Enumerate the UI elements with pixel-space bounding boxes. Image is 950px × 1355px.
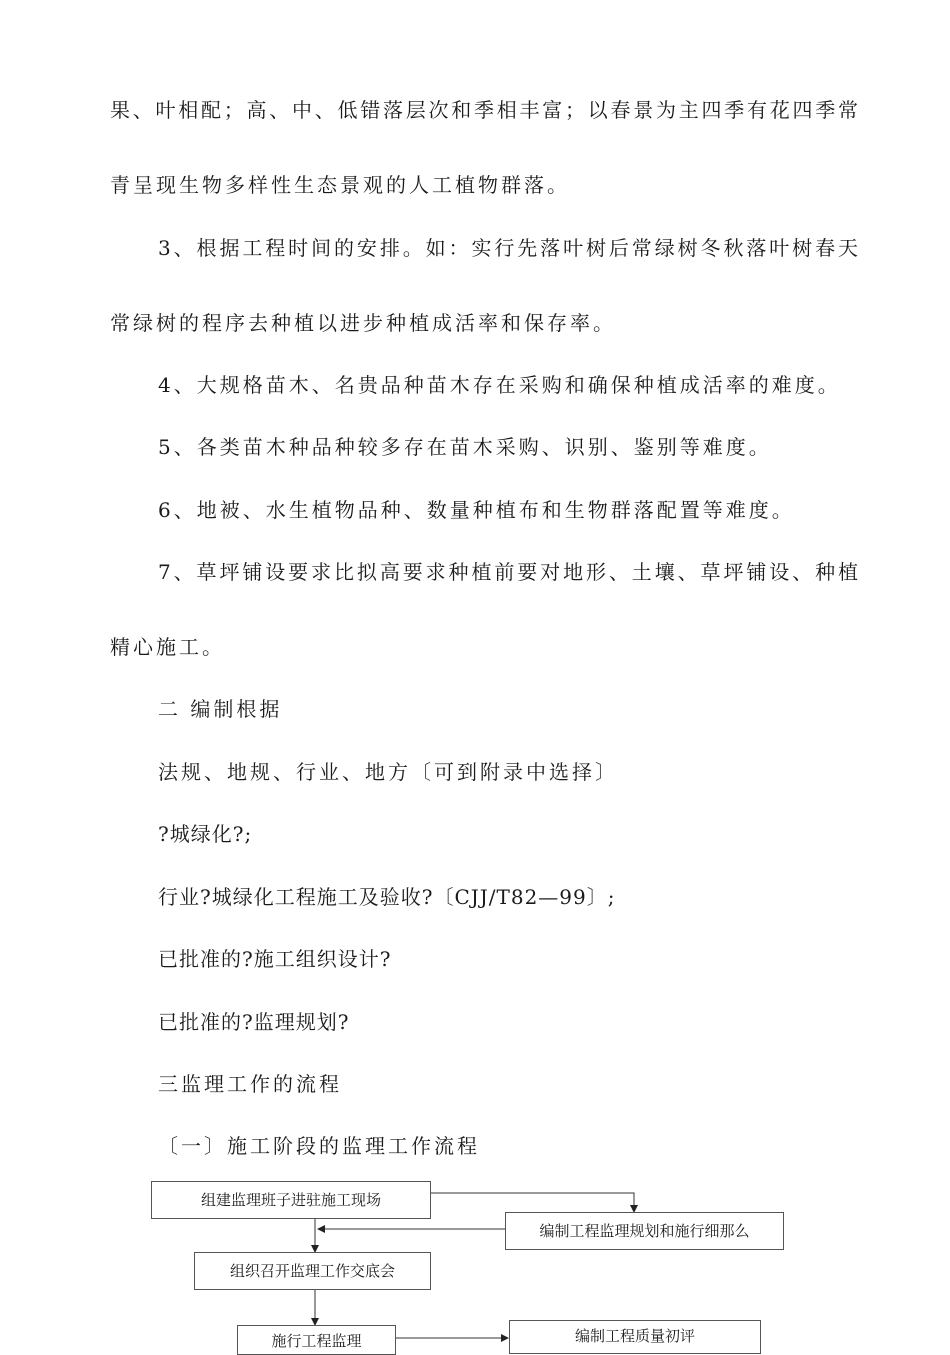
paragraph-line: 常绿树的程序去种植以进步种植成活率和保存率。 [110, 311, 616, 335]
subsection-heading: 〔一〕施工阶段的监理工作流程 [158, 1134, 480, 1158]
basis-item: 已批准的?施工组织设计? [158, 947, 392, 971]
basis-item: 已批准的?监理规划? [158, 1010, 350, 1034]
paragraph-line: 5、各类苗木种品种较多存在苗木采购、识别、鉴别等难度。 [158, 435, 772, 459]
paragraph-line: 果、叶相配；高、中、低错落层次和季相丰富；以春景为主四季有花四季常 [110, 98, 858, 122]
section-heading: 三监理工作的流程 [158, 1072, 342, 1096]
flow-box-team: 组建监理班子进驻施工现场 [151, 1181, 431, 1219]
basis-item: ?城绿化?; [158, 822, 253, 846]
flow-box-briefing: 组织召开监理工作交底会 [194, 1252, 431, 1290]
basis-intro: 法规、地规、行业、地方〔可到附录中选择〕 [158, 760, 618, 784]
flow-box-planning: 编制工程监理规划和施行细那么 [505, 1212, 784, 1250]
connector-box1-box2 [430, 1193, 634, 1212]
basis-item: 行业?城绿化工程施工及验收?〔CJJ/T82—99〕; [158, 885, 616, 909]
section-heading: 二 编制根据 [158, 697, 283, 721]
paragraph-line: 青呈现生物多样性生态景观的人工植物群落。 [110, 173, 570, 197]
flow-box-quality: 编制工程质量初评 [509, 1320, 761, 1354]
paragraph-line: 6、地被、水生植物品种、数量种植布和生物群落配置等难度。 [158, 498, 795, 522]
paragraph-line: 3、根据工程时间的安排。如：实行先落叶树后常绿树冬秋落叶树春天 [158, 236, 858, 260]
paragraph-line: 4、大规格苗木、名贵品种苗木存在采购和确保种植成活率的难度。 [158, 373, 841, 397]
paragraph-line: 7、草坪铺设要求比拟高要求种植前要对地形、土壤、草坪铺设、种植 [158, 560, 858, 584]
flow-box-supervision: 施行工程监理 [237, 1325, 396, 1355]
paragraph-line: 精心施工。 [110, 635, 225, 659]
